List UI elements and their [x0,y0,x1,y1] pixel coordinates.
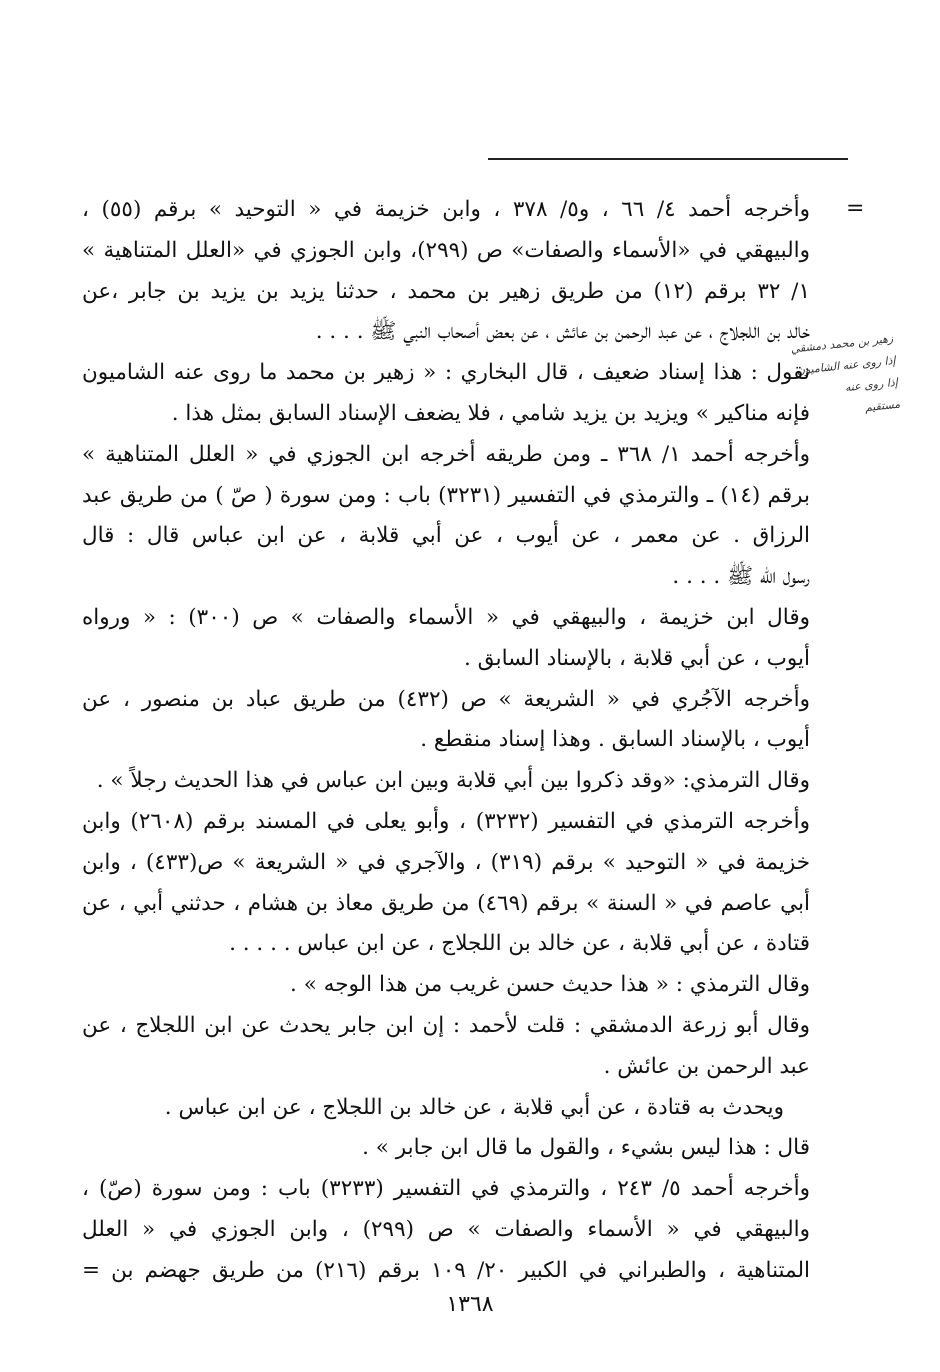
text-line: المتناهية ، والطبراني في الكبير ٢٠/ ١٠٩ برقم (٢١٦) من طريق جهضم بن = [82,1257,810,1283]
text-line: أيوب ، بالإسناد السابق . وهذا إسناد منقطع . [420,727,810,753]
text-line: أيوب ، عن أبي قلابة ، بالإسناد السابق . [464,645,810,671]
margin-note-line: إذا روى عنه الشاميون [796,353,897,378]
text-line: وقال الترمذي : « هذا حديث حسن غريب من هذا الوجه » . [290,972,810,998]
text-line: خزيمة في « التوحيد » برقم (٣١٩) ، والآجري في « الشريعة » ص(٤٣٣) ، وابن [82,849,810,875]
text-line: فإنه مناكير » ويزيد بن يزيد شامي ، فلا يضعف الإسناد السابق بمثل هذا . [171,400,810,426]
footnote-separator-rule [488,158,848,160]
text-line: الرزاق . عن معمر ، عن أيوب ، عن أبي قلابة ، عن ابن عباس قال : قال [82,523,810,549]
text-line: وأخرجه أحمد ٥/ ٢٤٣ ، والترمذي في التفسير (٣٢٣٣) باب : ومن سورة (صّ) ، [82,1176,810,1202]
text-line: قتادة ، عن أبي قلابة ، عن خالد بن اللجلاج ، عن ابن عباس . . . . . [229,931,810,957]
text-line: والبيهقي في « الأسماء والصفات » ص (٢٩٩) ، وابن الجوزي في « العلل [82,1216,810,1242]
continuation-mark: = [846,196,865,221]
text-line: وقال ابن خزيمة ، والبيهقي في « الأسماء والصفات » ص (٣٠٠) : « ورواه [82,604,810,630]
handwritten-margin-note [790,328,902,425]
margin-note-line: زهير بن محمد دمشقي [790,331,894,356]
text-line: وأخرجه أحمد ١/ ٣٦٨ ـ ومن طريقه أخرجه ابن الجوزي في « العلل المتناهية » [82,441,810,467]
margin-note-line: إذا روى عنه [844,375,899,395]
text-line: رسول الله ﷺ . . . . [672,564,810,590]
page-number: ١٣٦٨ [446,1292,494,1317]
text-line: خالد بن اللجلاج ، عن عبد الرحمن بن عائش ، عن بعض أصحاب النبي ﷺ . . . . [315,319,810,345]
text-line: والبيهقي في «الأسماء والصفات» ص (٢٩٩)، وابن الجوزي في «العلل المتناهية » [82,237,810,263]
text-line: عبد الرحمن بن عائش . [603,1053,810,1079]
text-line: وقال الترمذي: «وقد ذكروا بين أبي قلابة وبين ابن عباس في هذا الحديث رجلاً » . [96,768,810,794]
text-line: ١/ ٣٢ برقم (١٢) من طريق زهير بن محمد ، حدثنا يزيد بن يزيد بن جابر ،عن [82,278,810,304]
text-line: وأخرجه الآجُري في « الشريعة » ص (٤٣٢) من طريق عباد بن منصور ، عن [82,686,810,712]
text-line: وأخرجه الترمذي في التفسير (٣٢٣٢) ، وأبو يعلى في المسند برقم (٢٦٠٨) وابن [82,808,810,834]
footnote-text-block [82,190,810,1292]
text-line: ويحدث به قتادة ، عن أبي قلابة ، عن خالد بن اللجلاج ، عن ابن عباس . [164,1094,784,1120]
text-line: وقال أبو زرعة الدمشقي : قلت لأحمد : إن ابن جابر يحدث عن ابن اللجلاج ، عن [82,1012,810,1038]
text-line: أبي عاصم في « السنة » برقم (٤٦٩) من طريق معاذ بن هشام ، حدثني أبي ، عن [82,890,810,916]
text-line: وأخرجه أحمد ٤/ ٦٦ ، و٥/ ٣٧٨ ، وابن خزيمة في « التوحيد » برقم (٥٥) ، [82,197,810,222]
text-line: برقم (١٤) ـ والترمذي في التفسير (٣٢٣١) باب : ومن سورة ( صّ ) من طريق عبد [82,482,810,508]
margin-note-line: مستقيم [864,397,901,415]
text-line: قال : هذا ليس بشيء ، والقول ما قال ابن جابر » . [362,1135,810,1161]
text-line: نقول : هذا إسناد ضعيف ، قال البخاري : « زهير بن محمد ما روى عنه الشاميون [82,360,810,386]
